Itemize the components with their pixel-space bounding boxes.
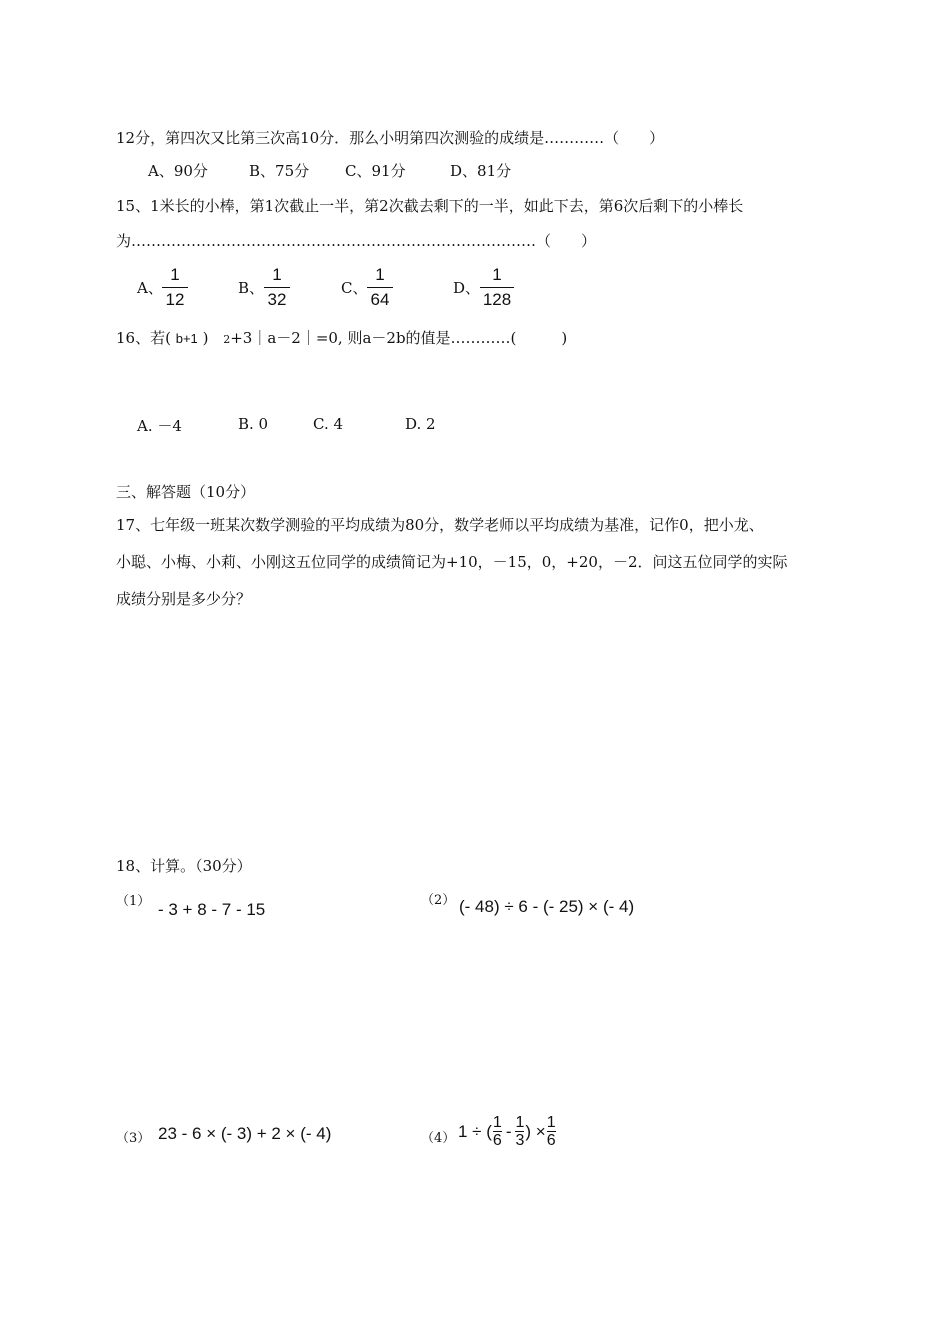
q16-option-a: A. －4 xyxy=(137,417,182,435)
q14-stem: 12分，第四次又比第三次高10分．那么小明第四次测验的成绩是…………（ ） xyxy=(116,129,665,147)
q14-option-d: D、81分 xyxy=(450,162,512,180)
q18-part3-label: （3） xyxy=(116,1131,151,1146)
q18-part1-expression: - 3 + 8 - 7 - 15 xyxy=(158,900,266,919)
q17-line1: 17、七年级一班某次数学测验的平均成绩为80分，数学老师以平均成绩为基准，记作0，把小龙、 xyxy=(116,516,764,534)
q16-option-b: B. 0 xyxy=(238,415,269,433)
q15-option-d-fraction: 1 128 xyxy=(480,265,514,310)
q18-part4-fraction-1: $\frac{1}{6}$ xyxy=(492,1114,502,1149)
q15-option-a-label: A、 xyxy=(137,279,163,297)
q18-part4-fraction-2: $\frac{1}{3}$ xyxy=(515,1114,525,1149)
q15-option-a-fraction: 1 12 xyxy=(162,265,188,310)
q14-option-c: C、91分 xyxy=(345,162,406,180)
q14-option-a: A、90分 xyxy=(148,162,208,180)
q18-heading: 18、计算。（30分） xyxy=(116,857,252,875)
q15-option-d-label: D、 xyxy=(453,279,481,297)
q16-option-c: C. 4 xyxy=(313,415,344,433)
q15-option-b-label: B、 xyxy=(238,279,265,297)
q18-part4-fraction-3: $\frac{1}{6}$ xyxy=(546,1114,556,1149)
q16-stem: 16、若( b+1 ) 2+3｜a－2｜=0, 则a－2b的值是…………( ) xyxy=(116,329,568,347)
q18-part4-expression: 1 ÷ ( $\frac{1}{6}$ - $\frac{1}{3}$ ) × $\frac{1}{6}$ xyxy=(458,1114,556,1149)
q18-part3-expression: 23 - 6 × (- 3) + 2 × (- 4) xyxy=(158,1124,332,1143)
q18-part2-label: （2） xyxy=(421,893,456,908)
q18-part1-label: （1） xyxy=(116,894,151,909)
q15-option-c-fraction: 1 64 xyxy=(367,265,393,310)
q18-part2-expression: (- 48) ÷ 6 - (- 25) × (- 4) xyxy=(459,897,635,916)
q14-option-b: B、75分 xyxy=(249,162,310,180)
q17-line2: 小聪、小梅、小莉、小刚这五位同学的成绩简记为+10，－15，0，+20，－2．问这五位同学的实际 xyxy=(116,553,788,571)
section-3-heading: 三、解答题（10分） xyxy=(116,483,256,501)
q16-option-d: D. 2 xyxy=(405,415,436,433)
q15-option-b-fraction: 1 32 xyxy=(264,265,290,310)
q17-line3: 成绩分别是多少分？ xyxy=(116,590,252,608)
q15-option-c-label: C、 xyxy=(341,279,368,297)
q15-stem-line1: 15、1米长的小棒，第1次截止一半，第2次截去剩下的一半，如此下去，第6次后剩下的小棒长 xyxy=(116,197,744,215)
q18-part4-label: （4） xyxy=(421,1131,456,1146)
q15-stem-line2: 为………………………………………………………………………（ ） xyxy=(116,232,597,250)
